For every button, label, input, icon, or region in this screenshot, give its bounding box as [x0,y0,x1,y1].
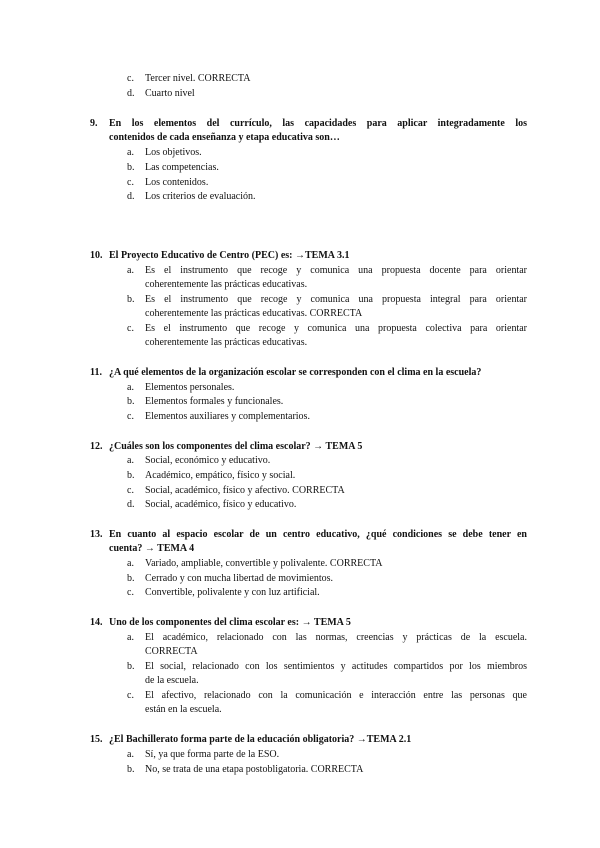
option-text: Elementos auxiliares y complementarios. [145,411,310,422]
option-letter: c. [127,587,134,598]
option-letter: b. [127,470,135,481]
question-number: 12. [90,441,103,452]
option-letter: a. [127,749,134,760]
option-letter: c. [127,323,134,334]
option-text: Sí, ya que forma parte de la ESO. [145,749,280,760]
option-text: Cerrado y con mucha libertad de movimientos. [145,573,334,584]
option-text: coherentemente las prácticas educativas. [145,279,308,290]
option-letter: b. [127,573,135,584]
option-text: El académico, relacionado con las normas, creencias y prácticas de la escuela. [145,632,527,643]
question-number: 10. [90,250,103,261]
option-letter: a. [127,558,134,569]
option-text: coherentemente las prácticas educativas. [145,337,308,348]
option-text: Los criterios de evaluación. [145,191,256,202]
option-letter: b. [127,294,135,305]
question-text: El Proyecto Educativo de Centro (PEC) es: →TEMA 3.1 [109,250,350,261]
option-text: Elementos formales y funcionales. [145,396,284,407]
option-text: Las competencias. [145,162,219,173]
option-letter: c. [127,690,134,701]
option-text: de la escuela. [145,675,199,686]
option-letter: a. [127,455,134,466]
option-text: Es el instrumento que recoge y comunica una propuesta colectiva para orientar [145,323,527,334]
option-text: El afectivo, relacionado con la comunicación e interacción entre las personas que [145,690,527,701]
question-text: ¿A qué elementos de la organización escolar se corresponden con el clima en la escuela? [109,367,482,378]
question-text: Uno de los componentes del clima escolar es: → TEMA 5 [109,617,351,628]
option-letter: b. [127,764,135,775]
option-letter: a. [127,265,134,276]
option-text: Convertible, polivalente y con luz artificial. [145,587,320,598]
question-text: En los elementos del currículo, las capacidades para aplicar integradamente los [109,118,527,129]
question-number: 14. [90,617,103,628]
option-letter: c. [127,73,134,84]
question-number: 9. [90,118,98,129]
question-number: 13. [90,529,103,540]
question-text: ¿El Bachillerato forma parte de la educación obligatoria? →TEMA 2.1 [109,734,412,745]
option-text: Elementos personales. [145,382,235,393]
option-text: coherentemente las prácticas educativas. CORRECTA [145,308,363,319]
option-letter: d. [127,191,135,202]
option-text: Es el instrumento que recoge y comunica una propuesta integral para orientar [145,294,527,305]
question-text: cuenta? → TEMA 4 [109,543,195,554]
option-text: CORRECTA [145,646,198,657]
option-text: están en la escuela. [145,704,222,715]
option-letter: d. [127,499,135,510]
option-text: Los objetivos. [145,147,202,158]
question-text: contenidos de cada enseñanza y etapa educativa son… [109,132,340,143]
option-letter: c. [127,411,134,422]
option-letter: b. [127,661,135,672]
option-text: No, se trata de una etapa postobligatoria. CORRECTA [145,764,364,775]
option-letter: a. [127,147,134,158]
option-text: Social, académico, físico y afectivo. CORRECTA [145,485,345,496]
option-text: Social, académico, físico y educativo. [145,499,297,510]
question-text: En cuanto al espacio escolar de un centro educativo, ¿qué condiciones se debe tener en [109,529,527,540]
option-text: Cuarto nivel [145,88,195,99]
option-text: Académico, empático, físico y social. [145,470,296,481]
option-letter: a. [127,382,134,393]
option-letter: c. [127,177,134,188]
question-number: 15. [90,734,103,745]
option-text: Social, económico y educativo. [145,455,271,466]
question-text: ¿Cuáles son los componentes del clima escolar? → TEMA 5 [109,441,363,452]
option-letter: c. [127,485,134,496]
option-letter: a. [127,632,134,643]
option-letter: d. [127,88,135,99]
question-number: 11. [90,367,102,378]
option-text: Variado, ampliable, convertible y polivalente. CORRECTA [145,558,383,569]
option-text: Tercer nivel. CORRECTA [145,73,251,84]
option-letter: b. [127,396,135,407]
option-text: Los contenidos. [145,177,209,188]
option-text: El social, relacionado con los sentimientos y actitudes compartidos por los miembros [145,661,527,672]
option-text: Es el instrumento que recoge y comunica una propuesta docente para orientar [145,265,527,276]
option-letter: b. [127,162,135,173]
